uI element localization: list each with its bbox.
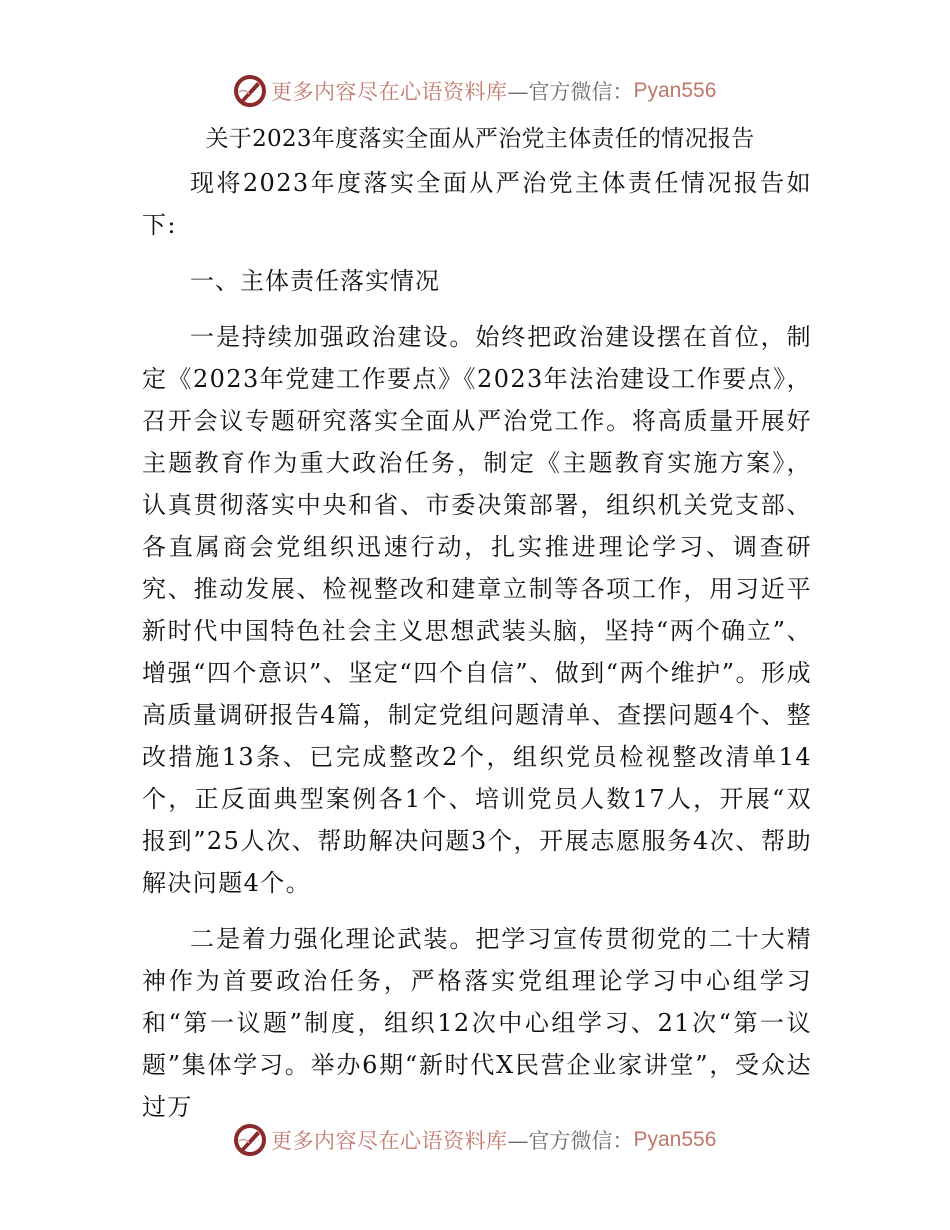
paragraph-political-construction: 一是持续加强政治建设。始终把政治建设摆在首位，制定《2023年党建工作要点》《2023年法治建设工作要点》，召开会议专题研究落实全面从严治党工作。将高质量开展好主题教育作为重大政治任务，制定《主题教育实施方案》，认真贯彻落实中央和省、市委决策部署，组织机关党支部、各直属商会党组织迅速行动，扎实推进理论学习、调查研究、推动发展、检视整改和建章立制等各项工作，用习近平新时代中国特色社会主义思想武装头脑，坚持“两个确立”、增强“四个意识”、坚定“四个自信”、做到“两个维护”。形成高质量调研报告4篇，制定党组问题清单、查摆问题4个、整改措施13条、已完成整改2个，组织党员检视整改清单14个，正反面典型案例各1个、培训党员人数17人，开展“双报到”25人次、帮助解决问题3个，开展志愿服务4次、帮助解决问题4个。 xyxy=(142,323,812,897)
watermark-wechat-id: Pyan556 xyxy=(633,79,717,102)
paragraph-theory-armament: 二是着力强化理论武装。把学习宣传贯彻党的二十大精神作为首要政治任务，严格落实党组理论学习中心组学习和“第一议题”制度，组织12次中心组学习、21次“第一议题”集体学习。举办6期“新时代X民营企业家讲堂”，受众达过万 xyxy=(142,925,812,1121)
watermark-separator-text: —官方微信： xyxy=(507,80,634,104)
footer-watermark-banner xyxy=(233,1120,717,1160)
quill-pen-logo-icon xyxy=(233,1123,267,1157)
watermark-wechat-id: Pyan556 xyxy=(633,1128,717,1151)
watermark-main-text: 更多内容尽在心语资料库 xyxy=(271,1129,508,1153)
intro-paragraph: 现将2023年度落实全面从严治党主体责任情况报告如下: xyxy=(142,169,812,239)
header-watermark-banner xyxy=(233,71,717,111)
document-body xyxy=(142,118,812,1128)
quill-pen-logo-icon xyxy=(233,74,267,108)
document-title: 关于2023年度落实全面从严治党主体责任的情况报告 xyxy=(205,126,755,152)
watermark-main-text: 更多内容尽在心语资料库 xyxy=(271,80,508,104)
watermark-separator-text: —官方微信： xyxy=(507,1129,634,1153)
section-heading-1: 一、主体责任落实情况 xyxy=(190,267,440,295)
